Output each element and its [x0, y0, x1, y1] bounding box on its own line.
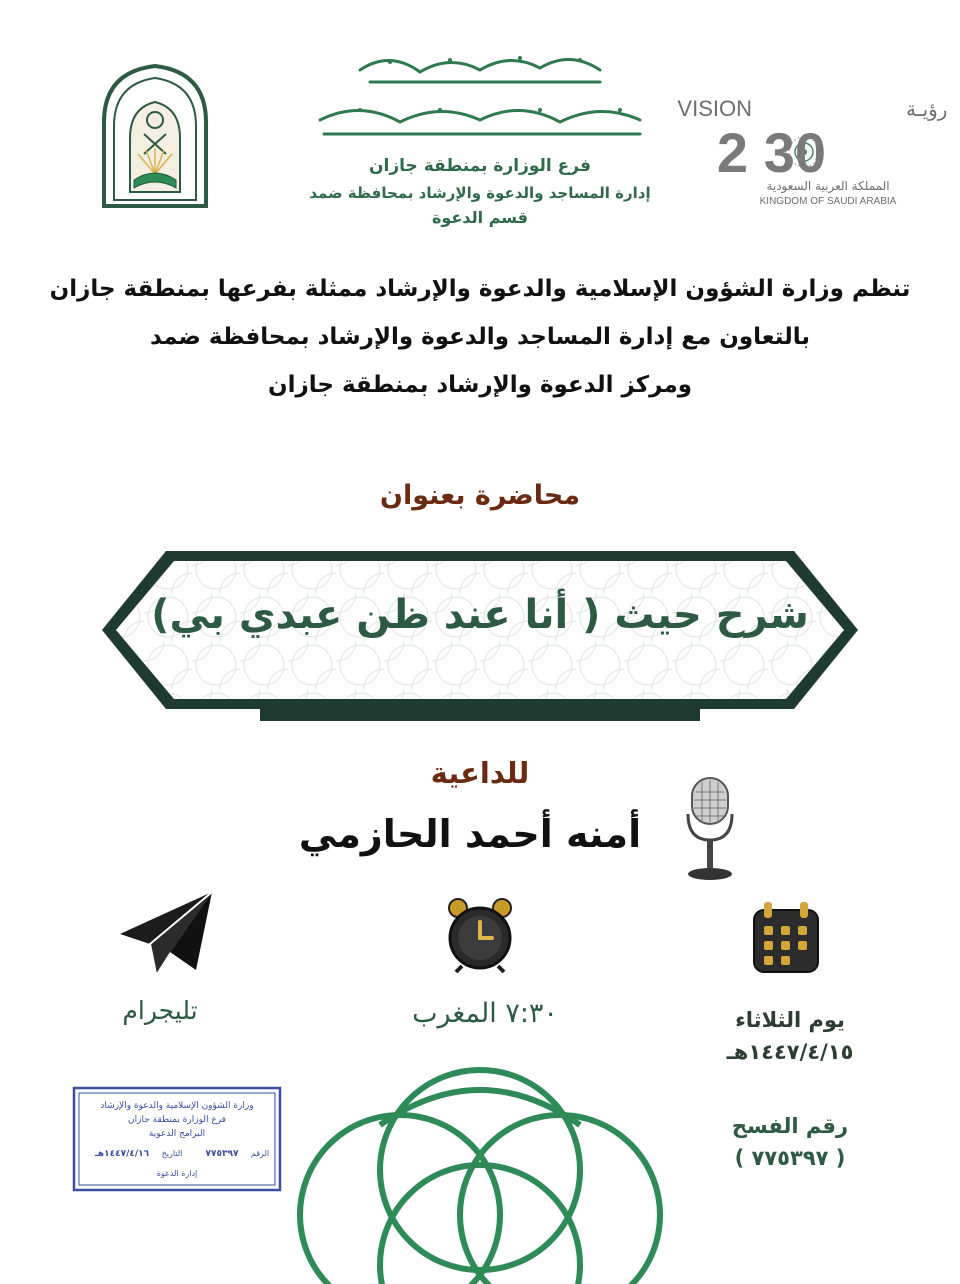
stamp-number-value: ٧٧٥٣٩٧	[205, 1149, 239, 1159]
official-stamp	[72, 1086, 282, 1192]
lecture-heading: محاضرة بعنوان	[379, 480, 581, 511]
header-admin: إدارة المساجد والدعوة والإرشاد بمحافظة ضمد	[309, 184, 651, 202]
event-day: يوم الثلاثاء	[735, 1008, 845, 1032]
telegram-label: تليجرام	[122, 996, 198, 1025]
stamp-number-label: الرقم	[250, 1149, 270, 1158]
header-branch: فرع الوزارة بمنطقة جازان	[369, 156, 591, 176]
intro-line-3: ومركز الدعوة والإرشاد بمنطقة جازان	[268, 372, 692, 398]
lecture-title: شرح حيث ( أنا عند ظن عبدي بي)	[151, 592, 809, 638]
telegram-icon[interactable]	[116, 890, 216, 976]
vision-word-ar: رؤيـة	[906, 97, 948, 121]
vision-word-en: VISION	[677, 96, 752, 121]
stamp-footer: إدارة الدعوة	[156, 1169, 198, 1178]
intro-line-2: بالتعاون مع إدارة المساجد والدعوة والإرشاد بمحافظة ضمد	[149, 324, 811, 350]
permit-label: رقم الفسح	[731, 1114, 849, 1138]
intro-line-1: تنظم وزارة الشؤون الإسلامية والدعوة والإرشاد ممثلة بفرعها بمنطقة جازان	[49, 276, 911, 302]
calendar-icon	[750, 900, 822, 976]
vision-year-b: 30	[763, 121, 826, 184]
stamp-line-1: وزارة الشؤون الإسلامية والدعوة والإرشاد	[100, 1101, 254, 1111]
permit-number: ( ٧٧٥٣٩٧ )	[734, 1146, 846, 1170]
vision-country-en: KINGDOM OF SAUDI ARABIA	[759, 196, 897, 207]
vision-2030-logo	[677, 92, 948, 210]
event-date: ١٤٤٧/٤/١٥هـ	[726, 1040, 854, 1064]
stamp-date-label: التاريخ	[161, 1149, 183, 1158]
vision-year-a: 2	[716, 121, 748, 184]
bottom-ornament	[260, 1065, 700, 1280]
mic-icon	[684, 774, 736, 884]
preacher-label: للداعية	[430, 756, 530, 790]
stamp-date-value: ١٤٤٧/٤/١٦هـ	[94, 1149, 150, 1159]
preacher-name: أمنه أحمد الحازمي	[298, 812, 642, 856]
vision-country-ar: المملكة العربية السعودية	[766, 179, 890, 193]
header-department: قسم الدعوة	[431, 208, 528, 227]
ministry-wordmark	[300, 40, 660, 150]
stamp-line-3: البرامج الدعوية	[148, 1129, 206, 1139]
event-time: ٧:٣٠ المغرب	[412, 998, 558, 1029]
clock-icon	[444, 896, 516, 972]
stamp-line-2: فرع الوزارة بمنطقة جازان	[128, 1115, 226, 1125]
